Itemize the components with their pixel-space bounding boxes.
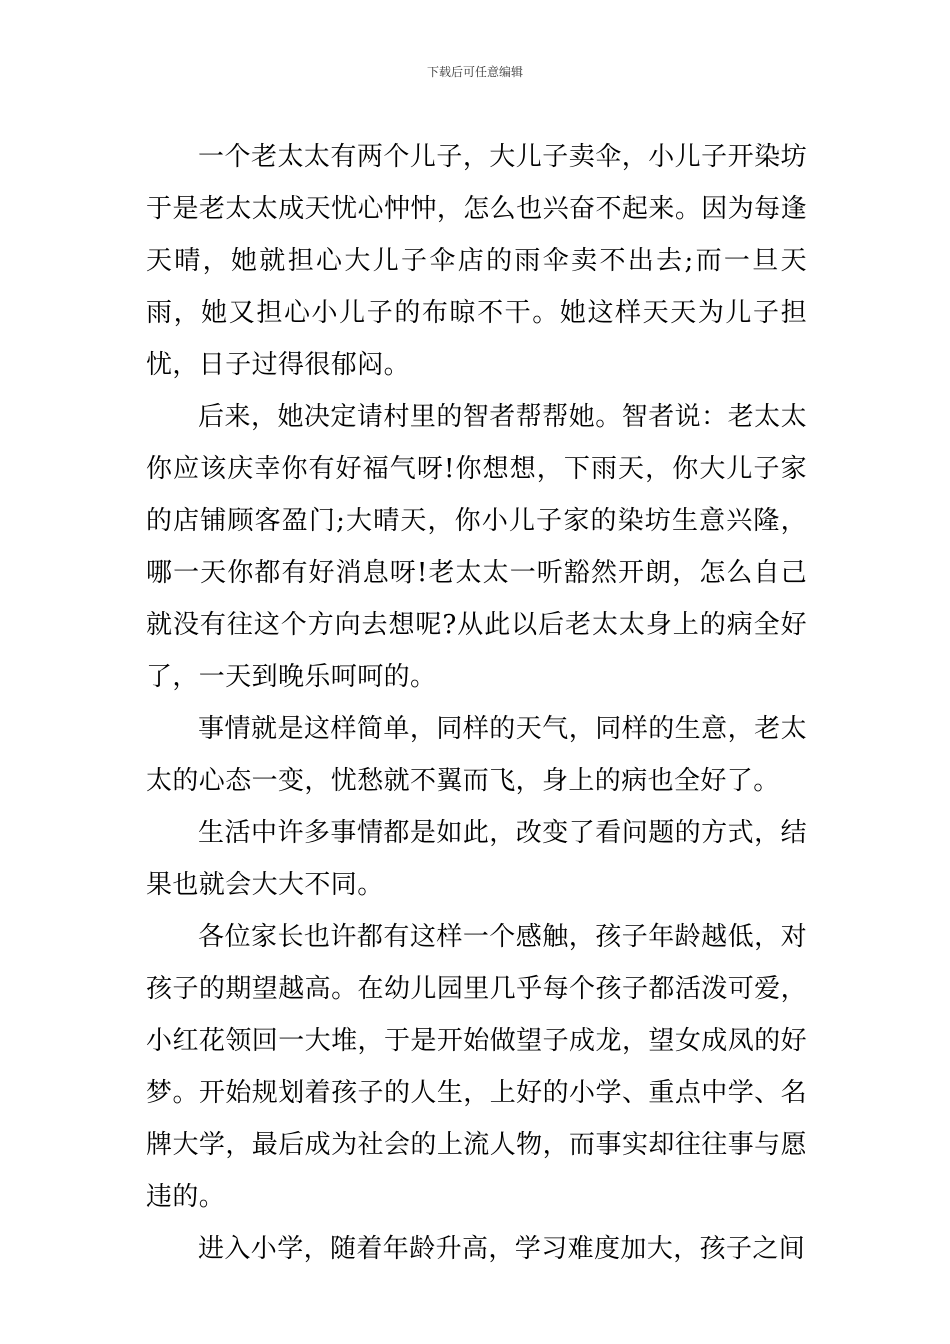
paragraph-3: 事情就是这样简单，同样的天气，同样的生意，老太太的心态一变，忧愁就不翼而飞，身上的病也全好了。 xyxy=(146,714,807,796)
page-header-note: 下载后可任意编辑 xyxy=(426,65,523,79)
paragraph-6: 进入小学，随着年龄升高，学习难度加大，孩子之间 xyxy=(198,1234,806,1264)
document-body xyxy=(146,131,807,1275)
paragraph-4: 生活中许多事情都是如此，改变了看问题的方式，结果也就会大大不同。 xyxy=(146,818,807,900)
paragraph-5: 各位家长也许都有这样一个感触，孩子年龄越低，对孩子的期望越高。在幼儿园里几乎每个孩子都活泼可爱，小红花领回一大堆，于是开始做望子成龙，望女成凤的好梦。开始规划着孩子的人生，上好的小学、重点中学、名牌大学，最后成为社会的上流人物，而事实却往往事与愿违的。 xyxy=(146,922,807,1212)
paragraph-1: 一个老太太有两个儿子，大儿子卖伞，小儿子开染坊于是老太太成天忧心忡忡，怎么也兴奋不起来。因为每逢天晴，她就担心大儿子伞店的雨伞卖不出去;而一旦天雨，她又担心小儿子的布晾不干。她这样天天为儿子担忧，日子过得很郁闷。 xyxy=(146,142,807,380)
paragraph-2: 后来，她决定请村里的智者帮帮她。智者说：老太太你应该庆幸你有好福气呀!你想想，下雨天，你大儿子家的店铺顾客盈门;大晴天，你小儿子家的染坊生意兴隆，哪一天你都有好消息呀!老太太一听豁然开朗，怎么自己就没有往这个方向去想呢?从此以后老太太身上的病全好了，一天到晚乐呵呵的。 xyxy=(146,402,807,692)
